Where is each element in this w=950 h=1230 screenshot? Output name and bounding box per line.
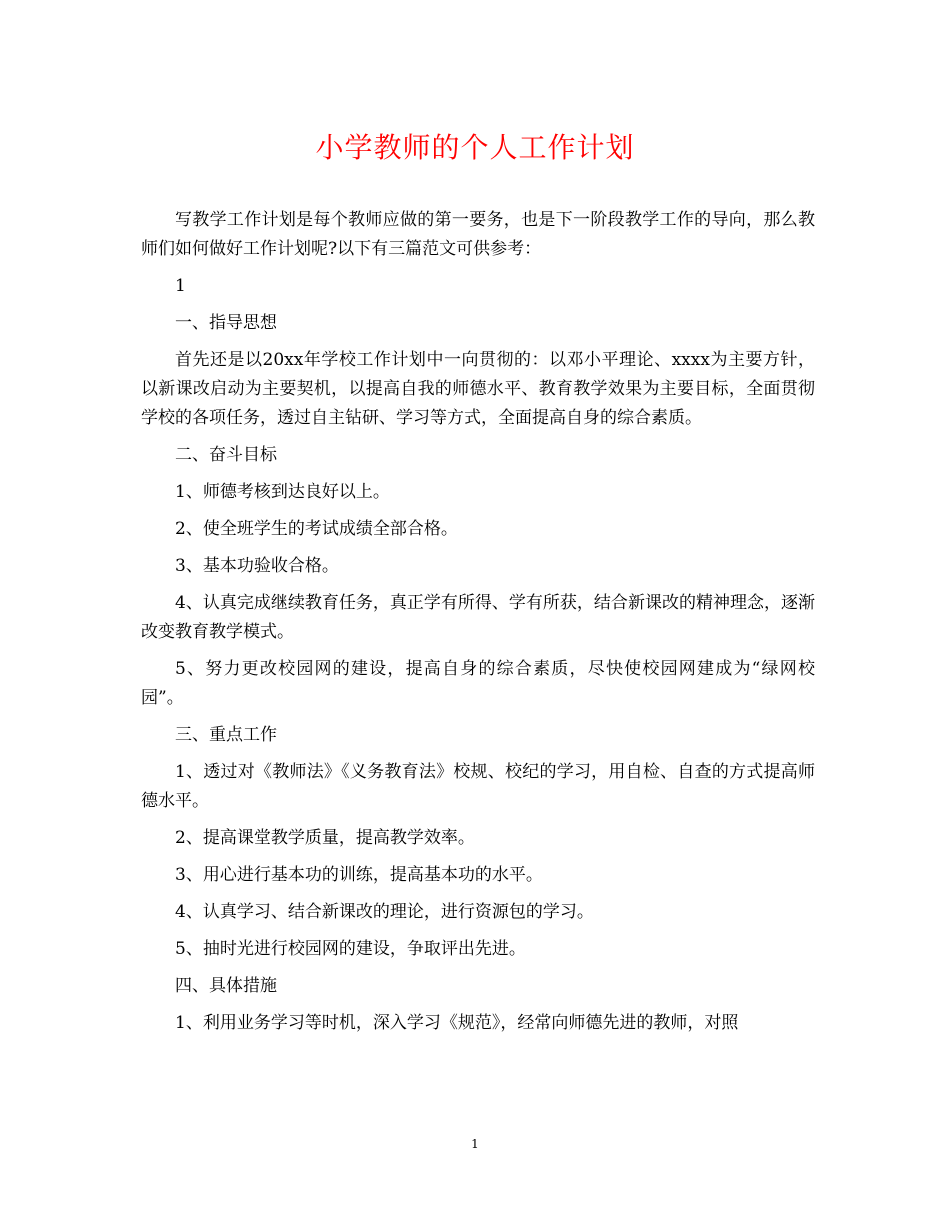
page-number: 1 [471,1137,479,1151]
list-item-work-2: 2、提高课堂教学质量，提高教学效率。 [175,828,475,848]
list-item-work-4: 4、认真学习、结合新课改的理论，进行资源包的学习。 [175,902,594,922]
list-item-measure-1: 1、利用业务学习等时机，深入学习《规范》，经常向师德先进的教师，对照 [175,1013,739,1033]
list-item-goal-1: 1、师德考核到达良好以上。 [175,482,390,502]
heading-guiding-ideology: 一、指导思想 [175,313,277,333]
list-item-work-3: 3、用心进行基本功的训练，提高基本功的水平。 [175,865,543,885]
list-item-goal-4: 4、认真完成继续教育任务，真正学有所得、学有所获，结合新课改的精神理念，逐渐改变教育教学模式。 [141,593,815,642]
document-body [141,206,815,1046]
paragraph-intro: 写教学工作计划是每个教师应做的第一要务，也是下一阶段教学工作的导向，那么教师们如何做好工作计划呢?以下有三篇范文可供参考： [141,210,815,259]
heading-goals: 二、奋斗目标 [175,445,277,465]
list-item-work-5: 5、抽时光进行校园网的建设，争取评出先进。 [175,939,526,959]
document-title: 小学教师的个人工作计划 [315,131,635,164]
paragraph-section-number: 1 [175,276,186,296]
list-item-goal-5: 5、努力更改校园网的建设，提高自身的综合素质，尽快使校园网建成为“绿网校园”。 [141,659,815,708]
paragraph-guiding-ideology: 首先还是以20xx年学校工作计划中一向贯彻的：以邓小平理论、xxxx为主要方针，以新课改启动为主要契机，以提高自我的师德水平、教育教学效果为主要目标，全面贯彻学校的各项任务，透过自主钻研、学习等方式，全面提高自身的综合素质。 [141,350,815,428]
heading-key-work: 三、重点工作 [175,725,277,745]
heading-measures: 四、具体措施 [175,976,277,996]
list-item-goal-3: 3、基本功验收合格。 [175,556,339,576]
list-item-work-1: 1、透过对《教师法》《义务教育法》校规、校纪的学习，用自检、自查的方式提高师德水平。 [141,762,815,811]
list-item-goal-2: 2、使全班学生的考试成绩全部合格。 [175,519,458,539]
